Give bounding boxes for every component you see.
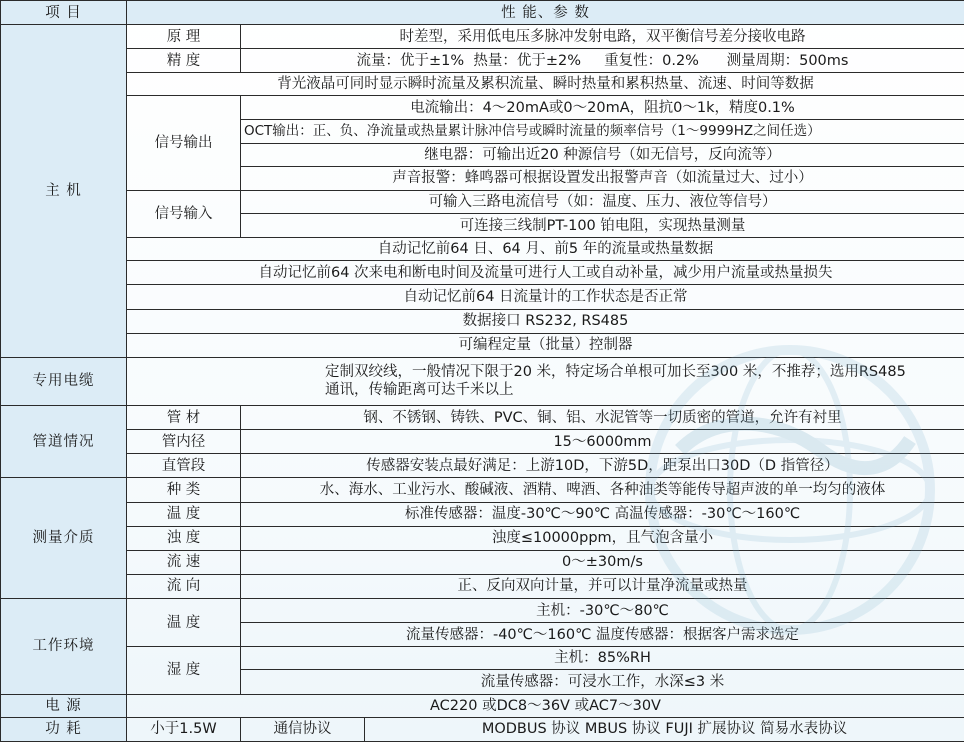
env-temp-host: 主机：-30℃～80℃: [241, 599, 964, 623]
protocol-cell: [241, 717, 964, 741]
signal-in-label: 信号输入: [127, 190, 241, 237]
accuracy-label: 精 度: [127, 49, 241, 73]
env-temp-sensor: 流量传感器：-40℃～160℃ 温度传感器：根据客户需求选定: [241, 623, 964, 647]
power-value: AC220 或DC8～36V 或AC7～30V: [127, 694, 964, 717]
table-row: [1, 238, 964, 261]
host-category: 主 机: [1, 25, 127, 358]
pipe-category: 管道情况: [1, 406, 127, 478]
accuracy-repeat: 重复性：0.2%: [604, 52, 699, 69]
signal-out-relay: 继电器：可输出近20 种源信号（如无信号，反向流等）: [241, 143, 964, 166]
medium-category: 测量介质: [1, 478, 127, 599]
medium-type-label: 种 类: [127, 478, 241, 502]
medium-temp-label: 温 度: [127, 502, 241, 526]
pipe-straight-value: 传感器安装点最好满足：上游10D，下游5D，距泵出口30D（D 指管径）: [241, 454, 964, 478]
table-row: [1, 647, 964, 670]
env-temp-label: 温 度: [127, 599, 241, 647]
table-row: [1, 96, 964, 119]
environment-category: 工作环境: [1, 599, 127, 694]
table-row: [1, 333, 964, 357]
cable-value: 定制双绞线，一般情况下限于20 米，特定场合单根可加长至300 米，不推荐；选用RS485 通讯，传输距离可达千米以上: [127, 357, 964, 405]
medium-turbidity-label: 浊 度: [127, 526, 241, 550]
medium-temp-value: 标准传感器：温度-30℃～90℃ 高温传感器：-30℃～160℃: [241, 502, 964, 526]
table-row: [1, 309, 964, 333]
signal-in-current: 可输入三路电流信号（如：温度、压力、液位等信号）: [241, 190, 964, 213]
table-row: [1, 717, 964, 741]
table-row: [1, 574, 964, 598]
controller-value: 可编程定量（批量）控制器: [127, 333, 964, 357]
protocol-label: 通信协议: [241, 718, 365, 741]
consumption-value: 小于1.5W: [127, 717, 241, 741]
table-row: [1, 49, 964, 73]
medium-velocity-label: 流 速: [127, 550, 241, 574]
pipe-material-label: 管 材: [127, 406, 241, 430]
table-row: [1, 502, 964, 526]
pipe-diameter-label: 管内径: [127, 430, 241, 454]
table-row: [1, 406, 964, 430]
table-header-row: [1, 1, 964, 25]
accuracy-period: 测量周期：500ms: [726, 52, 849, 69]
table-row: [1, 526, 964, 550]
header-params: 性 能、参 数: [127, 1, 964, 25]
power-category: 电 源: [1, 694, 127, 717]
table-row: [1, 73, 964, 96]
table-row: [1, 430, 964, 454]
table-row: [1, 599, 964, 623]
signal-out-oct: OCT输出：正、负、净流量或热量累计脉冲信号或瞬时流量的频率信号（1～9999HZ之间任选）: [241, 119, 964, 143]
signal-out-label: 信号输出: [127, 96, 241, 190]
cable-category: 专用电缆: [1, 357, 127, 405]
table-row: [1, 357, 964, 405]
pipe-straight-label: 直管段: [127, 454, 241, 478]
interface-value: 数据接口 RS232, RS485: [127, 309, 964, 333]
table-row: [1, 285, 964, 309]
table-row: [1, 454, 964, 478]
medium-velocity-value: 0～±30m/s: [241, 550, 964, 574]
table-row: [1, 190, 964, 213]
table-row: [1, 25, 964, 49]
table-row: [1, 261, 964, 285]
display-value: 背光液晶可同时显示瞬时流量及累积流量、瞬时热量和累积热量、流速、时间等数据: [127, 73, 964, 96]
memory-status: 自动记忆前64 日流量计的工作状态是否正常: [127, 285, 964, 309]
accuracy-heat: 热量：优于±2%: [473, 52, 582, 69]
accuracy-value: [241, 49, 964, 73]
table-row: [1, 550, 964, 574]
principle-label: 原 理: [127, 25, 241, 49]
table-row: [1, 694, 964, 717]
env-humidity-label: 湿 度: [127, 647, 241, 694]
medium-turbidity-value: 浊度≤10000ppm，且气泡含量小: [241, 526, 964, 550]
memory-daily: 自动记忆前64 日、64 月、前5 年的流量或热量数据: [127, 238, 964, 261]
signal-out-current: 电流输出：4～20mA或0～20mA，阻抗0～1k，精度0.1%: [241, 96, 964, 119]
medium-direction-value: 正、反向双向计量，并可以计量净流量或热量: [241, 574, 964, 598]
signal-out-alarm: 声音报警：蜂鸣器可根据设置发出报警声音（如流量过大、过小）: [241, 166, 964, 190]
protocol-value: MODBUS 协议 MBUS 协议 FUJI 扩展协议 简易水表协议: [481, 721, 848, 738]
medium-direction-label: 流 向: [127, 574, 241, 598]
env-humidity-host: 主机：85%RH: [241, 647, 964, 670]
header-item: 项 目: [1, 1, 127, 25]
memory-power: 自动记忆前64 次来电和断电时间及流量可进行人工或自动补量，减少用户流量或热量损失: [127, 261, 964, 285]
pipe-material-value: 钢、不锈钢、铸铁、PVC、铜、铝、水泥管等一切质密的管道，允许有衬里: [241, 406, 964, 430]
principle-value: 时差型，采用低电压多脉冲发射电路，双平衡信号差分接收电路: [241, 25, 964, 49]
table-row: [1, 478, 964, 502]
medium-type-value: 水、海水、工业污水、酸碱液、酒精、啤酒、各种油类等能传导超声波的单一均匀的液体: [241, 478, 964, 502]
env-humidity-sensor: 流量传感器：可浸水工作，水深≤3 米: [241, 670, 964, 694]
pipe-diameter-value: 15～6000mm: [241, 430, 964, 454]
consumption-category: 功 耗: [1, 717, 127, 741]
signal-in-pt100: 可连接三线制PT-100 铂电阻，实现热量测量: [241, 214, 964, 238]
accuracy-flow: 流量：优于±1%: [356, 52, 465, 69]
